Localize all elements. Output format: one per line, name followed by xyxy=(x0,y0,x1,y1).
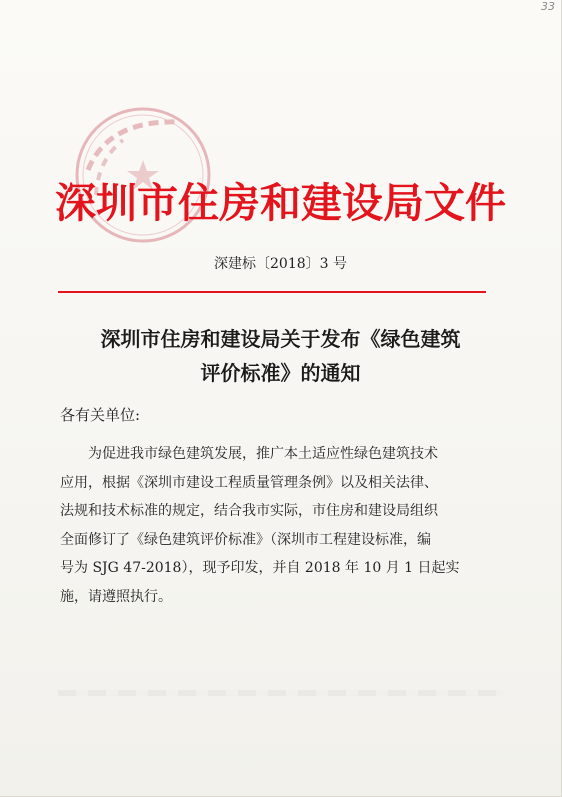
body-line: 施，请遵照执行。 xyxy=(60,588,172,605)
red-divider-line xyxy=(58,291,486,293)
notice-title xyxy=(0,322,561,390)
document-header-title: 深圳市住房和建设局文件 xyxy=(55,179,506,227)
notice-title-line: 评价标准》的通知 xyxy=(200,361,361,385)
notice-title-line: 深圳市住房和建设局关于发布《绿色建筑 xyxy=(100,327,461,351)
document-number: 深建标〔2018〕3 号 xyxy=(214,256,347,272)
addressee: 各有关单位: xyxy=(60,406,141,424)
body-line: 为促进我市绿色建筑发展，推广本土适应性绿色建筑技术 xyxy=(88,446,438,462)
page-corner-mark: 33 xyxy=(541,0,555,13)
body-line: 全面修订了《绿色建筑评价标准》（深圳市工程建设标准，编 xyxy=(60,531,431,548)
body-line: 应用，根据《深圳市建设工程质量管理条例》以及相关法律、 xyxy=(60,474,438,491)
body-line: 法规和技术标准的规定，结合我市实际，市住房和建设局组织 xyxy=(60,503,438,519)
notice-body xyxy=(60,440,490,611)
scan-artifact xyxy=(58,690,503,696)
body-line: 号为 SJG 47-2018），现予印发，并自 2018 年 10 月 1 日起实 xyxy=(60,560,460,576)
